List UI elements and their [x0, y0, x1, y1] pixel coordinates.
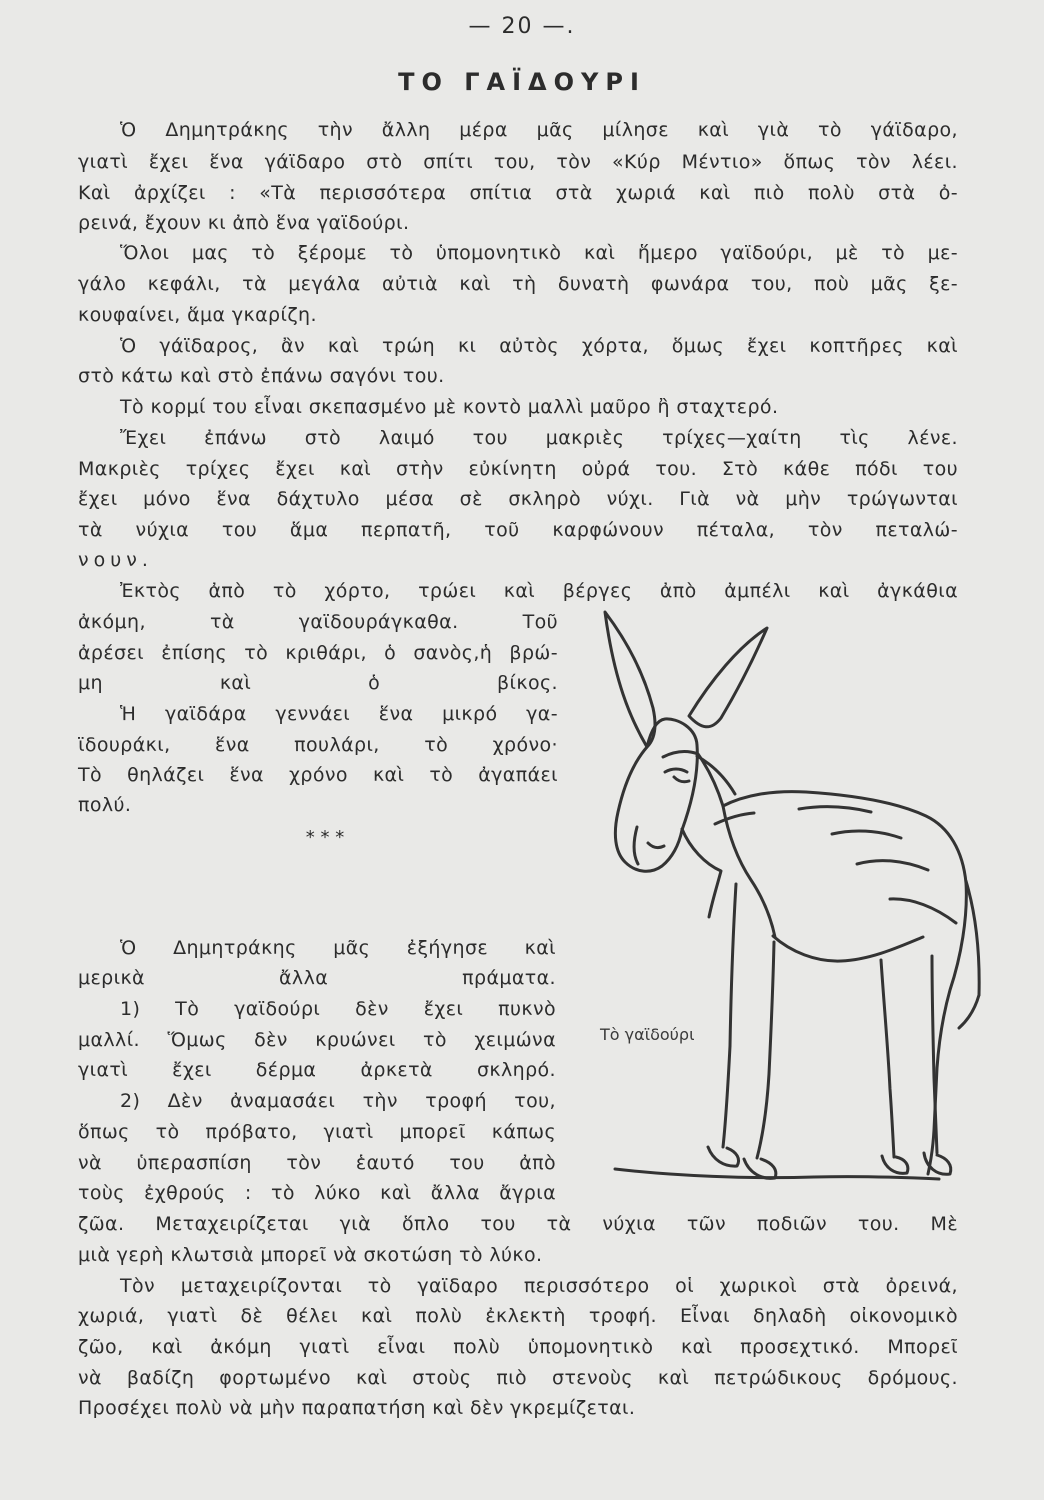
- text-line-31: νὰ ὑπερασπίση τὸν ἑαυτό του ἀπὸ: [78, 1152, 556, 1174]
- text-line-14: τὰ νύχια του ἅμα περπατῆ, τοῦ καρφώνουν πέταλα, τὸν πεταλώ-: [78, 519, 958, 541]
- text-line-37: ζῶο, καὶ ἀκόμη γιατὶ εἶναι πολὺ ὑπομονητικὸ καὶ προσεχτικό. Μπορεῖ: [78, 1336, 958, 1358]
- text-line-19: μη καὶ ὁ βίκος.: [78, 672, 558, 694]
- text-line-27: μαλλί. Ὅμως δὲν κρυώνει τὸ χειμώνα: [78, 1029, 556, 1051]
- page-title: ΤΟ ΓΑΪΔΟΥΡΙ: [398, 68, 646, 96]
- text-line-39: Προσέχει πολὺ νὰ μὴν παραπατήση καὶ δὲν γκρεμίζεται.: [78, 1397, 636, 1419]
- donkey-illustration: [585, 600, 985, 1200]
- text-line-15: νουν.: [78, 549, 153, 571]
- text-line-16: Ἐκτὸς ἀπὸ τὸ χόρτο, τρώει καὶ βέργες ἀπὸ ἀμπέλι καὶ ἀγκάθια: [120, 580, 958, 602]
- text-line-25: μερικὰ ἄλλα πράματα.: [78, 967, 556, 989]
- text-line-11: Ἔχει ἐπάνω στὸ λαιμό του μακριὲς τρίχες—χαίτη τὶς λένε.: [120, 427, 958, 449]
- text-line-33: ζῶα. Μεταχειρίζεται γιὰ ὅπλο του τὰ νύχια τῶν ποδιῶν του. Μὲ: [78, 1213, 958, 1235]
- text-line-34: μιὰ γερὴ κλωτσιὰ μπορεῖ νὰ σκοτώση τὸ λύκο.: [78, 1244, 543, 1266]
- text-line-22: Τὸ θηλάζει ἕνα χρόνο καὶ τὸ ἀγαπάει: [78, 764, 558, 786]
- text-line-6: γάλο κεφάλι, τὰ μεγάλα αὐτιὰ καὶ τὴ δυνατὴ φωνάρα του, ποὺ μᾶς ξε-: [78, 273, 958, 295]
- text-line-3: Καὶ ἀρχίζει : «Τὰ περισσότερα σπίτια στὰ χωριά καὶ πιὸ πολὺ στὰ ὀ-: [78, 182, 958, 204]
- text-line-38: νὰ βαδίζη φορτωμένο καὶ στοὺς πιὸ στενοὺς καὶ πετρώδικους δρόμους.: [78, 1367, 958, 1389]
- text-line-12: Μακριὲς τρίχες ἔχει καὶ στὴν εὐκίνητη οὐρά του. Στὸ κάθε πόδι του: [78, 458, 958, 480]
- text-line-30: ὅπως τὸ πρόβατο, γιατὶ μπορεῖ κάπως: [78, 1121, 556, 1143]
- text-line-21: ϊδουράκι, ἕνα πουλάρι, τὸ χρόνο·: [78, 734, 558, 756]
- text-line-20: Ἡ γαϊδάρα γεννάει ἕνα μικρό γα-: [120, 703, 558, 725]
- text-line-17: ἀκόμη, τὰ γαϊδουράγκαθα. Τοῦ: [78, 611, 558, 633]
- text-line-1: Ὁ Δημητράκης τὴν ἄλλη μέρα μᾶς μίλησε καὶ γιὰ τὸ γάϊδαρο,: [120, 119, 958, 141]
- figure-caption: Τὸ γαϊδούρι: [600, 1025, 695, 1044]
- text-line-18: ἀρέσει ἐπίσης τὸ κριθάρι, ὁ σανὸς,ἡ βρώ-: [78, 642, 558, 664]
- text-line-32: τοὺς ἐχθρούς : τὸ λύκο καὶ ἄλλα ἄγρια: [78, 1182, 556, 1204]
- text-line-7: κουφαίνει, ἅμα γκαρίζη.: [78, 304, 317, 326]
- text-line-8: Ὁ γάϊδαρος, ἂν καὶ τρώη κι αὐτὸς χόρτα, ὅμως ἔχει κοπτῆρες καὶ: [120, 335, 958, 357]
- text-line-24: Ὁ Δημητράκης μᾶς ἐξήγησε καὶ: [120, 937, 556, 959]
- page-number: — 20 —.: [468, 14, 576, 39]
- text-line-26: 1) Τὸ γαϊδούρι δὲν ἔχει πυκνὸ: [120, 998, 556, 1020]
- text-line-4: ρεινά, ἔχουν κι ἀπὸ ἕνα γαϊδούρι.: [78, 212, 410, 234]
- text-line-23: πολύ.: [78, 794, 132, 816]
- text-line-36: χωριά, γιατὶ δὲ θέλει καὶ πολὺ ἐκλεκτὴ τροφή. Εἶναι δηλαδὴ οἰκονομικὸ: [78, 1305, 958, 1327]
- text-line-28: γιατὶ ἔχει δέρμα ἀρκετὰ σκληρό.: [78, 1059, 556, 1081]
- text-line-10: Τὸ κορμί του εἶναι σκεπασμένο μὲ κοντὸ μαλλὶ μαῦρο ἢ σταχτερό.: [120, 396, 779, 418]
- text-line-2: γιατὶ ἔχει ἕνα γάϊδαρο στὸ σπίτι του, τὸν «Κύρ Μέντιο» ὅπως τὸν λέει.: [78, 151, 958, 173]
- text-line-29: 2) Δὲν ἀναμασάει τὴν τροφή του,: [120, 1090, 556, 1112]
- asterism: * * *: [305, 827, 345, 848]
- text-line-9: στὸ κάτω καὶ στὸ ἐπάνω σαγόνι του.: [78, 365, 445, 387]
- text-line-5: Ὅλοι μας τὸ ξέρομε τὸ ὑπομονητικὸ καὶ ἥμερο γαϊδούρι, μὲ τὸ με-: [120, 242, 958, 264]
- text-line-13: ἔχει μόνο ἕνα δάχτυλο μέσα σὲ σκληρὸ νύχι. Γιὰ νὰ μὴν τρώγωνται: [78, 488, 958, 510]
- text-line-35: Τὸν μεταχειρίζονται τὸ γαϊδαρο περισσότερο οἱ χωρικοὶ στὰ ὀρεινά,: [120, 1275, 958, 1297]
